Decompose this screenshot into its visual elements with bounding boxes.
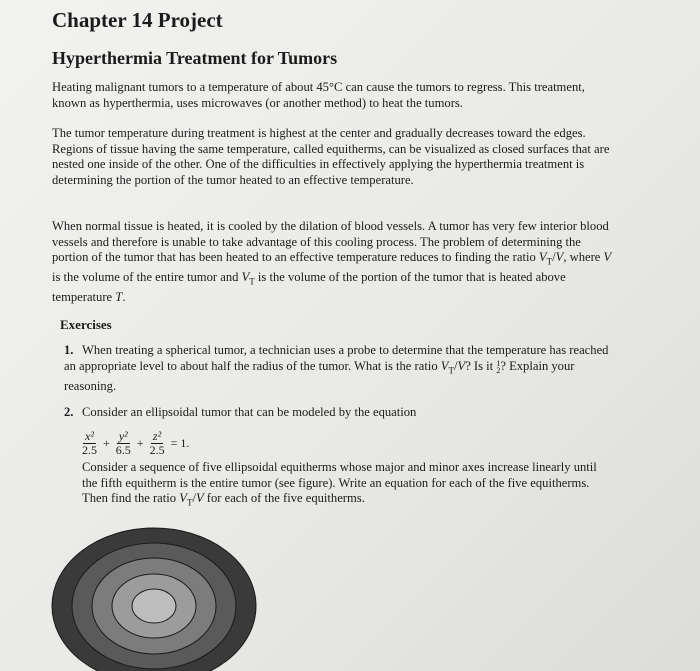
intro-paragraph: Heating malignant tumors to a temperature of about 45°C can cause the tumors to regress. This treatment, known as hyperthermia, uses microwaves (or another method) to heat the tumors. (52, 80, 585, 110)
exercise-number: 1. (64, 343, 74, 357)
exercise-2: 2. Consider an ellipsoidal tumor that can be modeled by the equation (64, 405, 417, 419)
equation-term: $\frac{\text{y²}}{6.5}$ (115, 429, 131, 457)
equation-term: $\frac{\text{x²}}{2.5}$ (82, 429, 97, 457)
exercises-heading: Exercises (60, 317, 112, 332)
chapter-title: Chapter 14 Project (52, 8, 223, 32)
equation-term: $\frac{\text{z²}}{2.5}$ (149, 429, 165, 457)
nested-equitherms-figure (50, 526, 258, 671)
ellipsoid-equation: $\frac{\text{x²}}{2.5}$ + $\frac{\text{y²}}{6.5}$ + $\frac{\text{z²}}{2.5}$ = 1. (82, 429, 190, 457)
section-title: Hyperthermia Treatment for Tumors (52, 48, 338, 68)
exercise-2-continued: Consider a sequence of five ellipsoidal equitherms whose major and minor axes increase linearly until the fifth equitherm is the entire tumor (see figure). Write an equation for each of the five equitherms. Then find the ratio $V_T/V$ for each of the five equitherms. (82, 460, 597, 508)
exercise-number: 2. (64, 405, 74, 419)
equitherm-1 (132, 589, 176, 623)
one-half-fraction: 1 2 (496, 358, 501, 375)
equitherm-paragraph: The tumor temperature during treatment is highest at the center and gradually decreases toward the edges. Regions of tissue having the same temperature, called equitherms, can be visualized as closed surfaces that are nested one inside of the other. One of the difficulties in effectively applying the hyperthermia treatment is determining the portion of the tumor heated to an effective temperature. (52, 126, 610, 187)
exercise-1: 1. When treating a spherical tumor, a technician uses a probe to determine that the temperature has reached an appropriate level to about half the radius of the tumor. What is the ratio $V_T/V$? Is it 1 2 ? Explain your reasoning. (64, 343, 609, 393)
ratio-paragraph: When normal tissue is heated, it is cooled by the dilation of blood vessels. A tumor has very few interior blood vessels and therefore is unable to take advantage of this cooling process. The problem of determining the portion of the tumor that has been heated to an effective temperature reduces to finding the ratio $V_T/V$, where V is the volume of the entire tumor and $V_T$ is the volume of the portion of the tumor that is heated above temperature T. (52, 219, 612, 305)
